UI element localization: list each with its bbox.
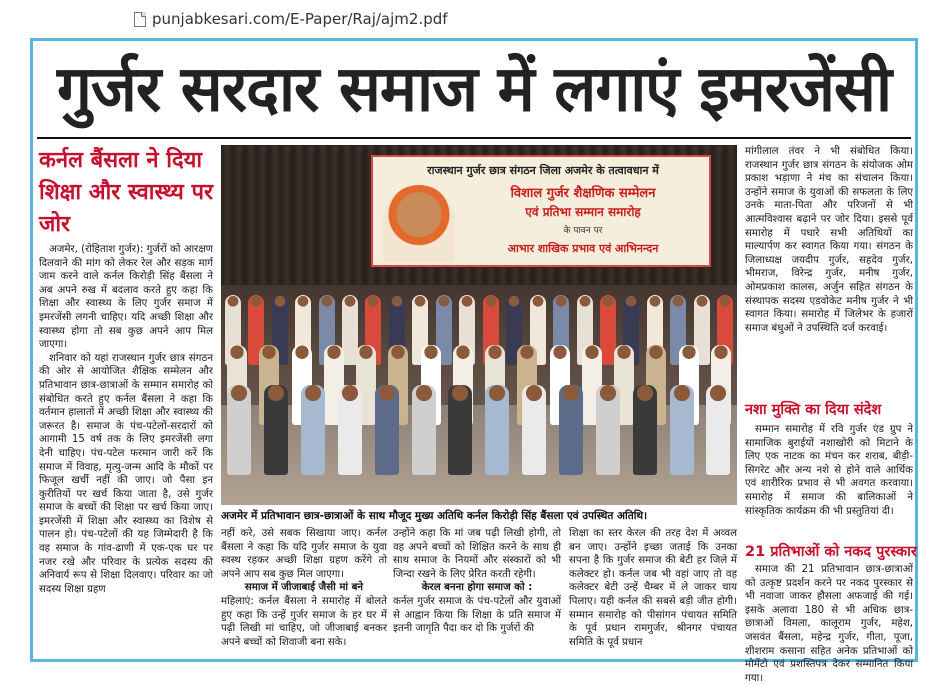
person-figure xyxy=(301,385,325,475)
person-figure xyxy=(448,385,472,475)
person-figure xyxy=(264,385,288,475)
banner-line-3: एवं प्रतिभा सम्मान समारोह xyxy=(525,205,641,219)
mid1-para-1: नहीं करे, उसे सबक सिखाया जाए। कर्नल बैंसला ने कहा कि यदि गुर्जर समाज के युवा स्वस्थ रहकर अच्छी शिक्षा ग्रहण करेंगे तो अपने आप सब कुछ मिल जाएगा। xyxy=(221,528,387,580)
headline: गुर्जर सरदार समाज में लगाएं इमरजेंसी xyxy=(56,51,892,126)
person-figure xyxy=(338,385,362,475)
address-bar[interactable] xyxy=(134,6,448,32)
nasha-para: सम्मान समारोह में रवि गुर्जर एंड ग्रुप ने सामाजिक बुराईयों नशाखोरी को मिटाने के लिए एक नाटक का मंचन कर शराब, बीड़ी-सिगरेट और अन्य नशे से होने वाले आर्थिक एवं शारीरिक प्रभाव से भी अवगत करवाया। समारोह में समाज की बालिकाओं ने सांस्कृतिक कार्यक्रम की भी प्रस्तुतियां दी। xyxy=(745,424,913,517)
mid2-section-head: केरल बनना होगा समाज को : xyxy=(421,582,533,594)
crowd-row xyxy=(221,385,737,475)
person-figure xyxy=(522,385,546,475)
person-figure xyxy=(596,385,620,475)
mid2-para-2: कर्नल गुर्जर समाज के पंच-पटेलों और युवाओं से आह्वान किया कि शिक्षा के प्रति समाज में इतनी जागृति पैदा कर दो कि गुर्जरों की xyxy=(393,595,561,635)
right-para-1: मांगीलाल तंवर ने भी संबोधित किया। राजस्थान गुर्जर छात्र संगठन के संयोजक ओम प्रकाश भड़ाणा ने मंच का संचालन किया। उन्होंने समाज के युवाओं की सफलता के लिए उनके माता-पिता और परिजनों से भी आत्मविश्वास बढ़ाने पर जोर दिया। इससे पूर्व समारोह में पधारे सभी अतिथियों का माल्यार्पण कर स्वागत किया गया। संगठन के जिलाध्यक्ष जयदीप गुर्जर, सहदेव गुर्जर, भीमराज, विरेन्द्र गुर्जर, मनीष गुर्जर, ओमप्रकाश कालस, अर्जुन सहित संगठन के संस्थापक सदस्य एडवोकेट मनीष गुर्जर ने भी स्वागत किया। समारोह में जिलेभर के हजारों समाज बंधुओं ने उपस्थिति दर्ज करवाई। xyxy=(745,146,913,334)
person-figure xyxy=(485,385,509,475)
banner-line-1: राजस्थान गुर्जर छात्र संगठन जिला अजमेर के तत्वावधान में xyxy=(427,164,659,177)
right-column-bottom xyxy=(745,563,913,684)
banner-line-4: के पावन पर xyxy=(563,226,603,236)
url-text[interactable]: punjabkesari.com/E-Paper/Raj/ajm2.pdf xyxy=(152,10,448,28)
prize-para: समाज की 21 प्रतिभावान छात्र-छात्राओं को उत्कृष्ट प्रदर्शन करने पर नकद पुरस्कार से भी नवाजा जाकर हौसला अफजाई की गई। इसके अलावा 180 से भी अधिक छात्र-छात्राओं विमला, कालूराम गुर्जर, महेश, जसवंत बैंसला, महेन्द्र गुर्जर, गीता, पूजा, शीशराम कसाना सहित अनेक प्रतिभाओं को मोमेंटो एवं प्रशस्तिपत्र देकर सम्मानित किया गया। xyxy=(745,564,913,684)
left-para-1: अजमेर, (रोहिताश गुर्जर): गुर्जरों को आरक्षण दिलवाने की मांग को लेकर रेल और सड़क मार्ग जाम करने वाले कर्नल किरोड़ी सिंह बैंसला ने अब अपने रुख में बदलाव करते हुए कहा कि शिक्षा और स्वास्थ्य के लिए गुर्जर समाज में इमरजेंसी लगनी चाहिए। यदि अच्छी शिक्षा और स्वास्थ्य होगा तो सब कुछ अपने आप मिल जाएगा। xyxy=(39,244,213,351)
left-column xyxy=(39,243,213,663)
middle-column-1 xyxy=(221,527,387,663)
document-icon xyxy=(134,12,146,27)
photo-caption: अजमेर में प्रतिभावान छात्र-छात्राओं के साथ मौजूद मुख्य अतिथि कर्नल किरोड़ी सिंह बैंसला एवं उपस्थित अतिथि। xyxy=(221,510,648,522)
prize-heading: 21 प्रतिभाओं को नकद पुरस्कार xyxy=(745,544,917,560)
middle-column-3 xyxy=(569,527,737,663)
subheadline: कर्नल बैंसला ने दिया शिक्षा और स्वास्थ्य पर जोर xyxy=(39,148,213,237)
event-banner xyxy=(371,155,711,267)
left-para-2: शनिवार को यहां राजस्थान गुर्जर छात्र संगठन की ओर से आयोजित शैक्षिक सम्मेलन और प्रतिभावान छात्र-छात्राओं के सम्मान समारोह को संबोधित करते हुए कर्नल बैंसला ने कहा कि वर्तमान हालातों में अच्छी शिक्षा और स्वास्थ्य की जरूरत है। समाज के पंच-पटेलों-सरदारों को आगामी 15 वर्ष तक के लिए इमरजेंसी लगा देनी चाहिए। पंच-पटेल फरमान जारी करें कि समाज में विवाह, मृत्यु-जन्म आदि के मौकों पर फिजूल खर्ची नहीं की जाए। जो पैसा इन कुरीतियों पर खर्च किया जाता है, उसे गुर्जर समाज के बच्चों की शिक्षा पर खर्च किया जाए। इमरजेंसी में शिक्षा और स्वास्थ्य का विशेष से पालन हो। पंच-पटेलों की यह जिम्मेदारी है कि वह समाज के गांव-ढाणी में एक-एक घर पर नजर रखे और परिवार के प्रत्येक सदस्य की अनिवार्य रूप से शिक्षा दिलवाए। परिवार का जो सदस्य शिक्षा ग्रहण xyxy=(39,352,213,595)
person-figure xyxy=(227,385,251,475)
mid3-para-1: शिक्षा का स्तर केरल की तरह देश में अव्वल बन जाए। उन्होंने इच्छा जताई कि उनका सपना है कि गुर्जर समाज की बेटी हर जिले में कलेक्टर हो। कर्नल जब भी वहां जाए तो वह कलेक्टर बेटी उन्हें चैम्बर में ले जाकर चाय पिलाए। यही कर्नल की सबसे बड़ी जीत होगी। सम्मान समारोह को पीसांगन पंचायत समिति के पूर्व प्रधान रामगुर्जर, श्रीनगर पंचायत समिति के पूर्व प्रधान xyxy=(569,528,737,648)
person-figure xyxy=(375,385,399,475)
person-figure xyxy=(706,385,730,475)
banner-line-5: आभार शाखिक प्रभाव एवं आभिनन्दन xyxy=(507,242,659,255)
news-photo xyxy=(221,145,737,505)
person-figure xyxy=(412,385,436,475)
newspaper-page xyxy=(30,38,918,684)
portrait-icon xyxy=(383,185,455,263)
person-figure xyxy=(670,385,694,475)
mid1-section-head: समाज में जीजाबाई जैसी मां बने xyxy=(244,582,364,594)
mid1-para-2: महिलाएं: कर्नल बैंसला ने समारोह में बोलते हुए कहा कि उन्हें गुर्जर समाज के हर घर में पढ़ी लिखी मां चाहिए, जो जीजाबाई बनकर अपने बच्चों को शिवाजी बना सके। xyxy=(221,595,387,648)
right-column-middle xyxy=(745,423,913,541)
person-figure xyxy=(559,385,583,475)
person-figure xyxy=(633,385,657,475)
headline-rule xyxy=(37,137,911,139)
right-column-top xyxy=(745,145,913,399)
banner-line-2: विशाल गुर्जर शैक्षणिक सम्मेलन xyxy=(510,186,656,201)
middle-column-2 xyxy=(393,527,561,663)
mid2-para-1: उन्होंने कहा कि मां जब पढ़ी लिखी होगी, तो वह अपने बच्चों को शिक्षित करने के साथ ही साथ समाज के नियमों और संस्कारों को भी जिन्दा रखने के लिए प्रेरित करती रहेगी। xyxy=(393,528,561,580)
nasha-mukti-heading: नशा मुक्ति का दिया संदेश xyxy=(745,402,882,418)
